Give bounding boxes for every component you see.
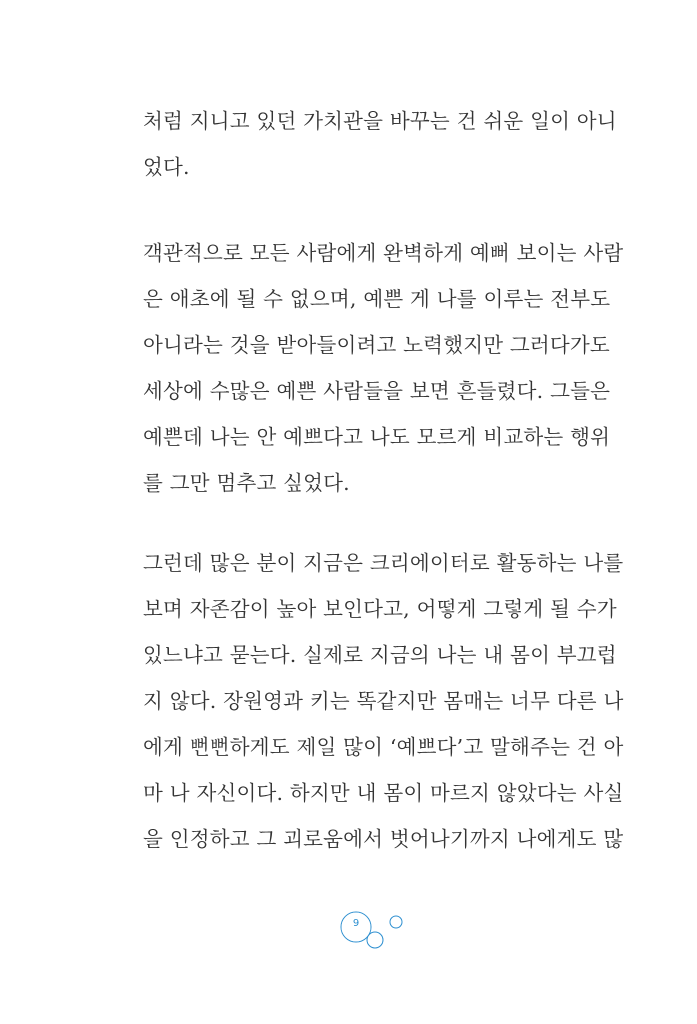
- text-line: 보며 자존감이 높아 보인다고, 어떻게 그렇게 될 수가: [143, 597, 617, 621]
- text-line: 를 그만 멈추고 싶었다.: [143, 471, 350, 495]
- text-line: 아니라는 것을 받아들이려고 노력했지만 그러다가도: [143, 333, 610, 357]
- text-line: 지 않다. 장원영과 키는 똑같지만 몸매는 너무 다른 나: [143, 689, 624, 713]
- text-line: 그런데 많은 분이 지금은 크리에이터로 활동하는 나를: [143, 551, 624, 575]
- paragraph-2: [143, 230, 624, 506]
- text-line: 마 나 자신이다. 하지만 내 몸이 마르지 않았다는 사실: [143, 781, 624, 805]
- text-line: 은 애초에 될 수 없으며, 예쁜 게 나를 이루는 전부도: [143, 287, 611, 311]
- text-line: 에게 뻔뻔하게도 제일 많이 ‘예쁘다’고 말해주는 건 아: [143, 735, 624, 759]
- page-number: 9: [352, 918, 360, 929]
- page-number-badge: [330, 900, 410, 960]
- text-line: 었다.: [143, 155, 190, 179]
- paragraph-3: [143, 540, 624, 862]
- paragraph-1: [143, 98, 617, 190]
- text-line: 처럼 지니고 있던 가치관을 바꾸는 건 쉬운 일이 아니: [143, 109, 617, 133]
- text-line: 객관적으로 모든 사람에게 완벽하게 예뻐 보이는 사람: [143, 241, 624, 265]
- bubble-icon: [330, 900, 410, 960]
- text-line: 있느냐고 묻는다. 실제로 지금의 나는 내 몸이 부끄럽: [143, 643, 617, 667]
- text-line: 예쁜데 나는 안 예쁘다고 나도 모르게 비교하는 행위: [143, 425, 611, 449]
- text-line: 을 인정하고 그 괴로움에서 벗어나기까지 나에게도 많: [143, 827, 624, 851]
- text-line: 세상에 수많은 예쁜 사람들을 보면 흔들렸다. 그들은: [143, 379, 611, 403]
